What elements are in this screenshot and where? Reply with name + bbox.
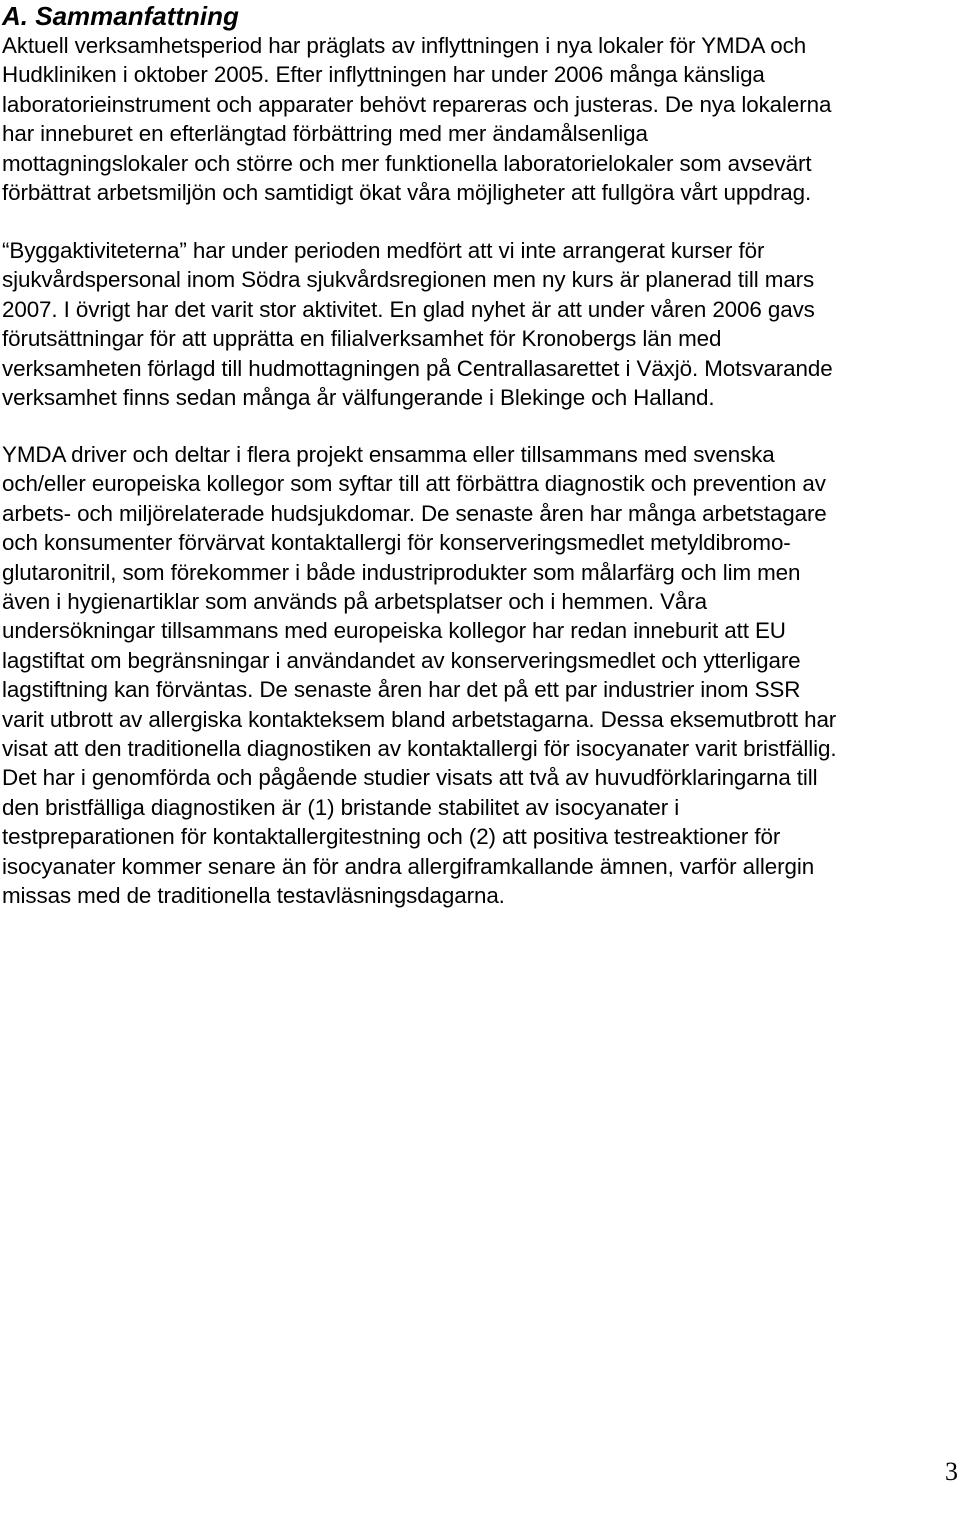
text-line: visat att den traditionella diagnostiken av kontaktallergi för isocyanater varit bristfällig. [2, 736, 837, 762]
paragraph-research-projects [2, 440, 837, 911]
text-line: lagstiftning kan förväntas. De senaste åren har det på ett par industrier inom SSR [2, 677, 801, 703]
text-line: isocyanater kommer senare än för andra allergiframkallande ämnen, varför allergin [2, 853, 815, 879]
text-line: förutsättningar för att upprätta en filialverksamhet för Kronobergs län med [2, 326, 722, 352]
paragraph-building-activities [2, 236, 833, 412]
text-line: Hudkliniken i oktober 2005. Efter inflyttningen har under 2006 många känsliga [2, 62, 765, 88]
text-line: varit utbrott av allergiska kontakteksem bland arbetstagarna. Dessa eksemutbrott har [2, 706, 837, 732]
text-line: missas med de traditionella testavläsningsdagarna. [2, 883, 505, 909]
text-line: även i hygienartiklar som används på arbetsplatser och i hemmen. Våra [2, 589, 707, 615]
text-line: laboratorieinstrument och apparater behövt repareras och justeras. De nya lokalerna [2, 91, 832, 117]
text-line: Det har i genomförda och pågående studier visats att två av huvudförklaringarna till [2, 765, 818, 791]
text-line: förbättrat arbetsmiljön och samtidigt ökat våra möjligheter att fullgöra vårt uppdrag. [2, 180, 812, 206]
text-line: glutaronitril, som förekommer i både industriprodukter som målarfärg och lim men [2, 559, 801, 585]
text-line: YMDA driver och deltar i flera projekt ensamma eller tillsammans med svenska [2, 442, 775, 467]
text-line: verksamhet finns sedan många år välfungerande i Blekinge och Halland. [2, 385, 715, 411]
text-line: Aktuell verksamhetsperiod har präglats av inflyttningen i nya lokaler för YMDA och [2, 33, 807, 58]
text-line: och/eller europeiska kollegor som syftar till att förbättra diagnostik och prevention av [2, 471, 826, 497]
text-line: “Byggaktiviteterna” har under perioden medfört att vi inte arrangerat kurser för [2, 238, 765, 263]
text-line: den bristfälliga diagnostiken är (1) bristande stabilitet av isocyanater i [2, 794, 680, 820]
section-heading: A. Sammanfattning [2, 1, 239, 31]
text-line: 2007. I övrigt har det varit stor aktivitet. En glad nyhet är att under våren 2006 gavs [2, 296, 815, 322]
text-line: testpreparationen för kontaktallergitestning och (2) att positiva testreaktioner för [2, 824, 781, 850]
text-line: sjukvårdspersonal inom Södra sjukvårdsregionen men ny kurs är planerad till mars [2, 267, 815, 293]
text-line: undersökningar tillsammans med europeiska kollegor har redan inneburit att EU [2, 618, 786, 644]
text-line: arbets- och miljörelaterade hudsjukdomar. De senaste åren har många arbetstagare [2, 500, 827, 526]
page-number: 3 [945, 1457, 958, 1486]
paragraph-summary-premises [2, 31, 831, 207]
text-line: verksamheten förlagd till hudmottagningen på Centrallasarettet i Växjö. Motsvarande [2, 355, 833, 381]
text-line: lagstiftat om begränsningar i användandet av konserveringsmedlet och ytterligare [2, 647, 801, 673]
text-line: och konsumenter förvärvat kontaktallergi för konserveringsmedlet metyldibromo- [2, 530, 791, 556]
text-line: mottagningslokaler och större och mer funktionella laboratorielokaler som avsevärt [2, 150, 812, 176]
text-line: har inneburet en efterlängtad förbättring med mer ändamålsenliga [2, 121, 648, 147]
